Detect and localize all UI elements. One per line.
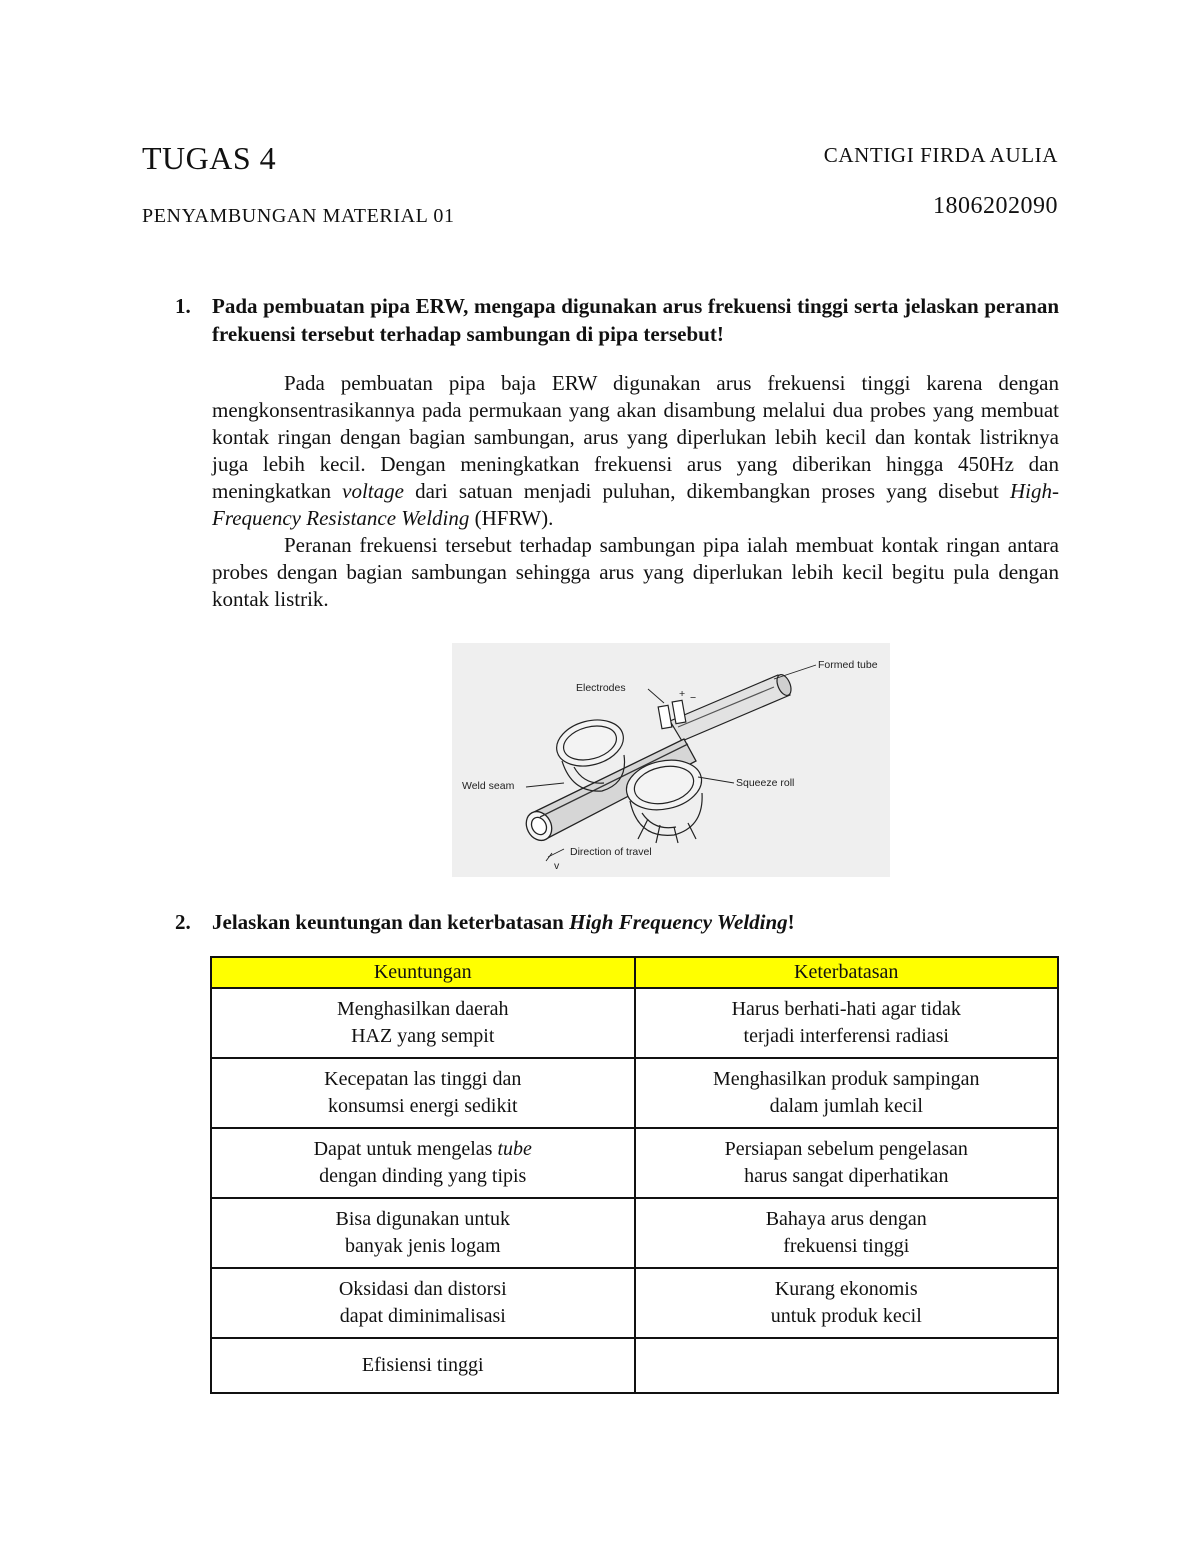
header-keterbatasan: Keterbatasan bbox=[635, 957, 1059, 988]
student-id: 1806202090 bbox=[933, 193, 1058, 219]
answer-1-voltage: voltage bbox=[342, 479, 404, 503]
table-cell: Menghasilkan daerah HAZ yang sempit bbox=[211, 988, 635, 1058]
answer-1 bbox=[212, 370, 1059, 613]
question-1-text: Pada pembuatan pipa ERW, mengapa digunakan arus frekuensi tinggi serta jelaskan peranan frekuensi tersebut terhadap sambungan di pipa tersebut! bbox=[212, 294, 1059, 346]
table-cell: Bisa digunakan untuk banyak jenis logam bbox=[211, 1198, 635, 1268]
question-2-text-italic: High Frequency Welding bbox=[569, 910, 788, 934]
table-row bbox=[211, 1338, 1058, 1393]
question-2 bbox=[175, 908, 1059, 936]
answer-1-paragraph-1 bbox=[212, 370, 1059, 532]
label-formed-tube: Formed tube bbox=[818, 659, 878, 671]
table-row bbox=[211, 1128, 1058, 1198]
table-cell: Persiapan sebelum pengelasan harus sangat diperhatikan bbox=[635, 1128, 1059, 1198]
table-cell: Kecepatan las tinggi dan konsumsi energi sedikit bbox=[211, 1058, 635, 1128]
answer-1-paragraph-2: Peranan frekuensi tersebut terhadap sambungan pipa ialah membuat kontak ringan antara probes dengan bagian sambungan sehingga arus yang diperlukan lebih kecil begitu pula dengan kontak listrik. bbox=[212, 533, 1059, 611]
assignment-title: TUGAS 4 bbox=[142, 140, 277, 176]
answer-1-hfrw: High-Frequency Resistance Welding bbox=[212, 479, 1060, 530]
question-1 bbox=[175, 292, 1059, 348]
table-cell: Harus berhati-hati agar tidak terjadi interferensi radiasi bbox=[635, 988, 1059, 1058]
table-row bbox=[211, 1058, 1058, 1128]
student-name: CANTIGI FIRDA AULIA bbox=[823, 143, 1058, 167]
table-row bbox=[211, 1268, 1058, 1338]
table-cell: Menghasilkan produk sampingan dalam jumlah kecil bbox=[635, 1058, 1059, 1128]
question-2-text bbox=[212, 908, 1059, 936]
question-2-text-b: ! bbox=[787, 910, 795, 934]
table-header-row bbox=[211, 957, 1058, 988]
erw-diagram bbox=[452, 643, 890, 877]
table-cell: Kurang ekonomis untuk produk kecil bbox=[635, 1268, 1059, 1338]
table-cell: Efisiensi tinggi bbox=[211, 1338, 635, 1393]
course-name: PENYAMBUNGAN MATERIAL 01 bbox=[142, 205, 455, 227]
svg-text:+: + bbox=[679, 688, 686, 700]
question-2-number: 2. bbox=[175, 910, 191, 934]
header-keuntungan: Keuntungan bbox=[211, 957, 635, 988]
label-squeeze-roll: Squeeze roll bbox=[736, 777, 795, 789]
table-cell: Oksidasi dan distorsi dapat diminimalisasi bbox=[211, 1268, 635, 1338]
label-velocity: v bbox=[554, 860, 560, 872]
label-weld-seam: Weld seam bbox=[462, 780, 515, 792]
table-row bbox=[211, 1198, 1058, 1268]
erw-process-figure bbox=[452, 643, 890, 877]
table-cell: Dapat untuk mengelas tube dengan dinding yang tipis bbox=[211, 1128, 635, 1198]
table-row bbox=[211, 988, 1058, 1058]
svg-text:−: − bbox=[690, 692, 697, 704]
question-2-text-a: Jelaskan keuntungan dan keterbatasan bbox=[212, 910, 570, 934]
label-direction: Direction of travel bbox=[570, 846, 652, 858]
answer-1-text-a: Pada pembuatan pipa baja ERW digunakan arus frekuensi tinggi karena dengan mengkonsentrasikannya pada permukaan yang akan disambung melalui dua probes yang membuat kontak ringan dengan bagian sambungan, arus yang diperlukan lebih kecil dan kontak listriknya juga lebih kecil. Dengan meningkatkan frekuensi arus yang diberikan hingga 450Hz dan meningkatkan bbox=[212, 371, 1059, 503]
label-electrodes: Electrodes bbox=[576, 682, 626, 694]
table-cell: Bahaya arus dengan frekuensi tinggi bbox=[635, 1198, 1059, 1268]
table-cell-empty bbox=[635, 1338, 1059, 1393]
question-1-number: 1. bbox=[175, 294, 191, 318]
comparison-table bbox=[210, 956, 1059, 1394]
answer-1-text-c: (HFRW). bbox=[469, 506, 554, 530]
answer-1-text-b: dari satuan menjadi puluhan, dikembangkan proses yang disebut bbox=[403, 479, 1011, 503]
